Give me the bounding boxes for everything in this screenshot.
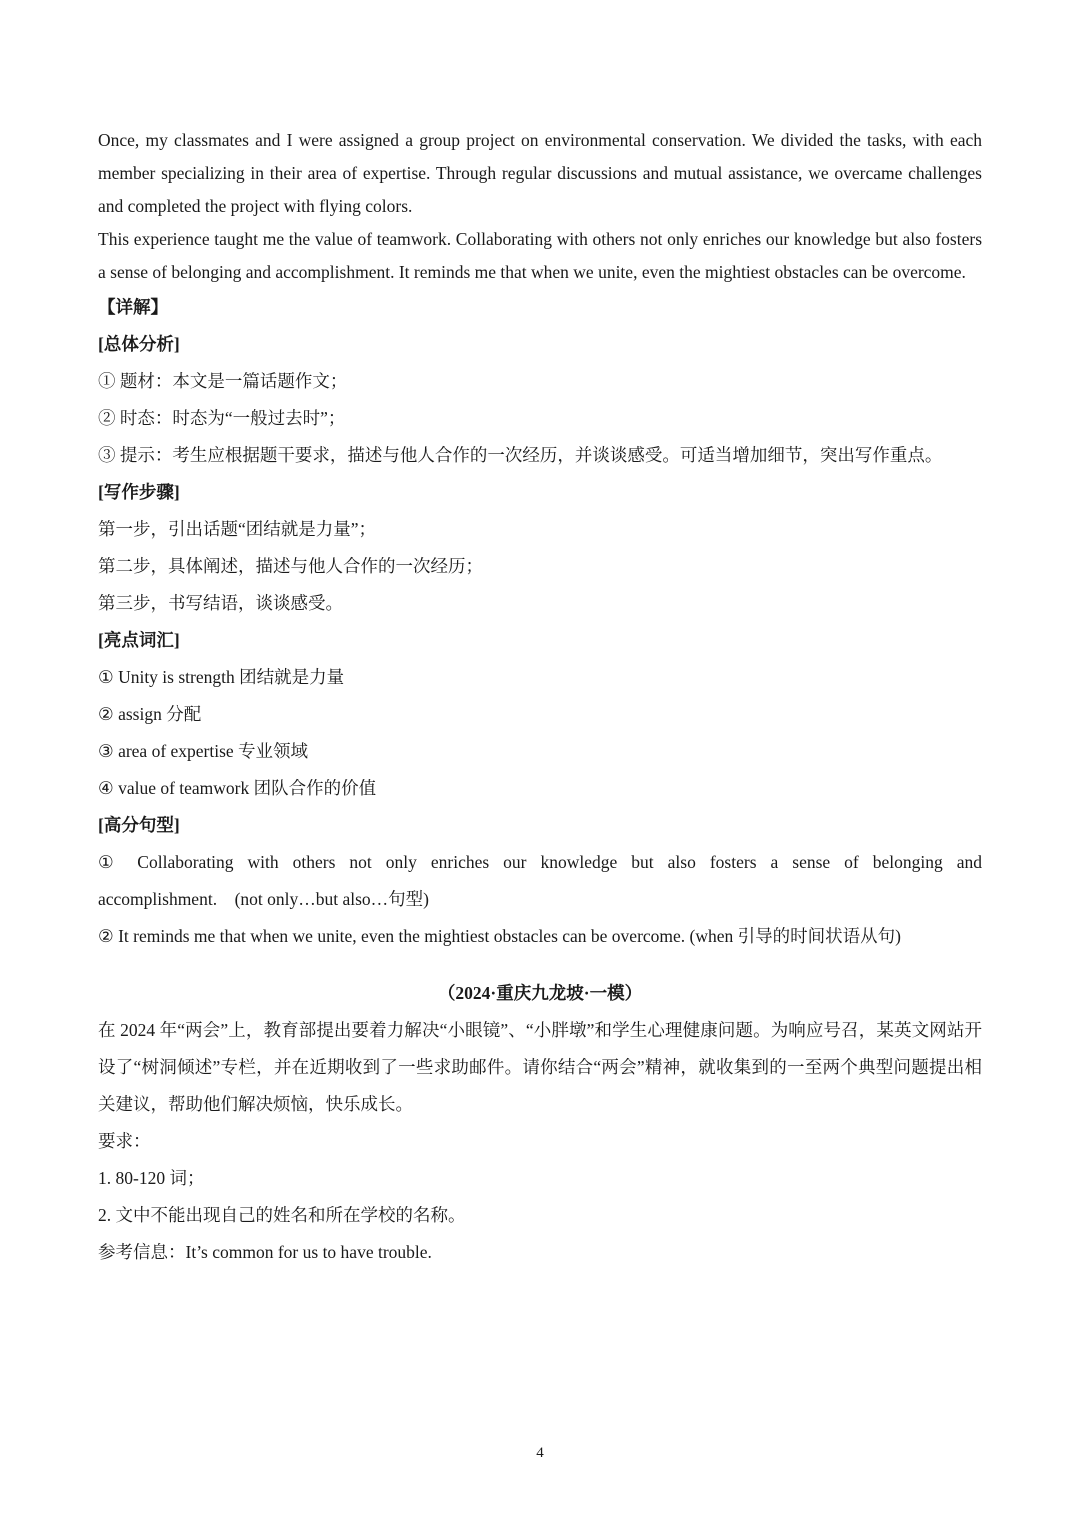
- section-gap: [98, 955, 982, 975]
- overall-item: ③ 提示：考生应根据题干要求，描述与他人合作的一次经历，并谈谈感受。可适当增加细节，突出写作重点。: [98, 445, 943, 465]
- vocabulary-heading: [亮点词汇]: [98, 630, 180, 650]
- sentence-item: ① Collaborating with others not only enriches our knowledge but also fosters a sense of belonging and accomplishment. (not only…but also…句型): [98, 852, 982, 909]
- vocab-item: ② assign 分配: [98, 704, 202, 724]
- vocab-item: ① Unity is strength 团结就是力量: [98, 667, 345, 687]
- essay-paragraph-2: This experience taught me the value of teamwork. Collaborating with others not only enriches our knowledge but also fosters a sense of belonging and accomplishment. It reminds me that when we unite, even the mightiest obstacles can be overcome.: [98, 229, 982, 282]
- requirement-item: 1. 80-120 词；: [98, 1168, 205, 1188]
- writing-steps-heading: [写作步骤]: [98, 482, 180, 502]
- reference-info: 参考信息：It’s common for us to have trouble.: [98, 1242, 432, 1262]
- overall-item: ① 题材：本文是一篇话题作文；: [98, 371, 348, 391]
- question-prompt: 在 2024 年“两会”上，教育部提出要着力解决“小眼镜”、“小胖墩”和学生心理健康问题。为响应号召，某英文网站开设了“树洞倾述”专栏，并在近期收到了一些求助邮件。请你结合“两会”精神，就收集到的一至两个典型问题提出相关建议，帮助他们解决烦恼，快乐成长。: [98, 1020, 982, 1114]
- step-item: 第一步，引出话题“团结就是力量”；: [98, 519, 377, 539]
- sentence-patterns-heading: [高分句型]: [98, 815, 180, 835]
- requirements-label: 要求：: [98, 1131, 151, 1151]
- vocab-item: ③ area of expertise 专业领域: [98, 741, 309, 761]
- vocab-item: ④ value of teamwork 团队合作的价值: [98, 778, 377, 798]
- step-item: 第三步，书写结语，谈谈感受。: [98, 593, 343, 613]
- overall-analysis-heading: [总体分析]: [98, 334, 180, 354]
- analysis-heading: 【详解】: [98, 297, 168, 317]
- question-title: （2024·重庆九龙坡·一模）: [437, 983, 643, 1003]
- essay-paragraph-1: Once, my classmates and I were assigned a group project on environmental conservation. We divided the tasks, with each member specializing in their area of expertise. Through regular discussions and mutual assistance, we overcame challenges and completed the project with flying colors.: [98, 130, 982, 216]
- overall-item: ② 时态：时态为“一般过去时”；: [98, 408, 346, 428]
- page-number: 4: [536, 1445, 544, 1461]
- sentence-item: ② It reminds me that when we unite, even the mightiest obstacles can be overcome. (when 引导的时间状语从句): [98, 926, 901, 946]
- document-page: [98, 124, 982, 1271]
- requirement-item: 2. 文中不能出现自己的姓名和所在学校的名称。: [98, 1205, 466, 1225]
- step-item: 第二步，具体阐述，描述与他人合作的一次经历；: [98, 556, 483, 576]
